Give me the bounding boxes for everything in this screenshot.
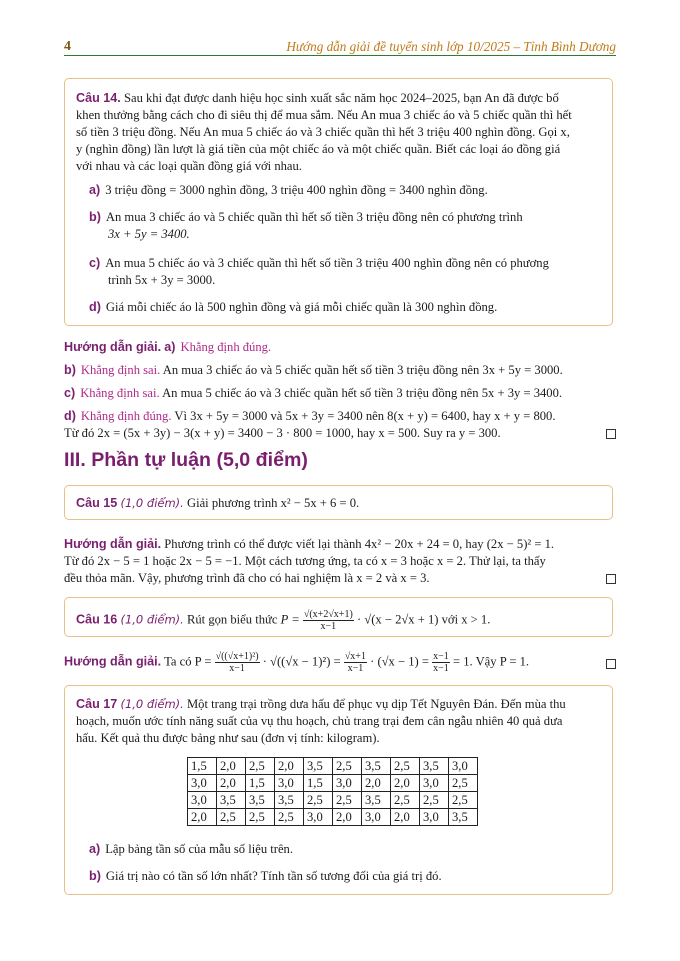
solution-14-heading: Hướng dẫn giải.	[64, 340, 162, 354]
table-cell: 3,5	[304, 758, 333, 775]
table-row	[188, 792, 478, 809]
question-14-line-3: số tiền 3 triệu đồng. Nếu An mua 5 chiếc áo và 3 chiếc quần thì hết 3 triệu 400 nghìn đồng. Gọi x,	[76, 125, 570, 139]
table-cell: 3,0	[188, 775, 217, 792]
solution-14-d-text: Vì 3x + 5y = 3000 và 5x + 3y = 3400 nên 8(x + y) = 6400, hay x + y = 800.	[174, 409, 556, 423]
solution-14-c-answer: Khẳng định sai.	[80, 386, 160, 400]
table-cell: 2,0	[362, 775, 391, 792]
solution-14-b-answer: Khẳng định sai.	[80, 363, 161, 377]
fraction-denominator: x−1	[320, 621, 337, 632]
question-17-a-label: a)	[89, 842, 101, 856]
question-16-intro: Rút gọn biểu thức	[186, 612, 278, 627]
question-15-label: Câu 15	[76, 496, 118, 510]
page-number: 4	[64, 39, 71, 54]
table-cell: 2,5	[391, 758, 420, 775]
solution-16-fraction-3	[432, 651, 450, 674]
table-cell: 2,5	[333, 758, 362, 775]
solution-15-line-3: đều thỏa mãn. Vậy, phương trình đã cho có hai nghiệm là x = 2 và x = 3.	[64, 571, 430, 585]
question-17-points: (1,0 điểm).	[120, 697, 184, 711]
qed-square-icon	[606, 659, 616, 669]
option-d-text: Giá mỗi chiếc áo là 500 nghìn đồng và giá mỗi chiếc quần là 300 nghìn đồng.	[105, 300, 498, 314]
table-cell: 2,0	[391, 809, 420, 826]
fraction-numerator: √(x+2√x+1)	[303, 609, 353, 620]
question-16-p: P =	[280, 612, 300, 627]
question-17-b-label: b)	[89, 869, 101, 883]
option-a-label: a)	[89, 183, 101, 197]
question-16-box	[64, 597, 613, 637]
table-cell: 2,5	[275, 809, 304, 826]
question-14-line-2: khen thưởng bằng cách cho đi siêu thị để mua sắm. Nếu An mua 3 chiếc áo và 5 chiếc quần thì hết	[76, 108, 572, 122]
table-cell: 2,0	[333, 809, 362, 826]
solution-14-c-label: c)	[64, 386, 76, 400]
section-heading: III. Phần tự luận (5,0 điểm)	[64, 449, 308, 471]
question-17-line-1: Một trang trại trồng dưa hấu để phục vụ dịp Tết Nguyên Đán. Đến mùa thu	[186, 697, 566, 711]
solution-15-line-2: Từ đó 2x − 5 = 1 hoặc 2x − 5 = −1. Một cách tương ứng, ta có x = 3 hoặc x = 2. Thử lại, ta thấy	[64, 554, 546, 568]
table-row	[188, 758, 478, 775]
table-cell: 2,5	[420, 792, 449, 809]
question-15-box	[64, 485, 613, 520]
table-cell: 3,0	[362, 809, 391, 826]
qed-square-icon	[606, 574, 616, 584]
fraction-denominator: x−1	[347, 663, 364, 674]
page-header	[64, 36, 616, 56]
table-cell: 1,5	[246, 775, 275, 792]
question-17-box	[64, 685, 613, 895]
solution-14-b-label: b)	[64, 363, 76, 377]
table-cell: 1,5	[304, 775, 333, 792]
solution-16-pre: Ta có P =	[164, 654, 212, 669]
table-cell: 3,5	[449, 809, 478, 826]
solution-16-end: = 1. Vậy P = 1.	[452, 654, 530, 669]
solution-15-heading: Hướng dẫn giải.	[64, 537, 162, 551]
table-cell: 2,5	[391, 792, 420, 809]
option-c-label: c)	[89, 256, 101, 270]
question-14-line-4: y (nghìn đồng) lần lượt là giá tiền của một chiếc áo và một chiếc quần. Biết các loại áo đồng giá	[76, 142, 561, 156]
table-cell: 3,0	[275, 775, 304, 792]
table-cell: 3,5	[217, 792, 246, 809]
option-d-label: d)	[89, 300, 101, 314]
header-title: Hướng dẫn giải đề tuyển sinh lớp 10/2025 – Tỉnh Bình Dương	[286, 39, 616, 54]
table-cell: 3,0	[188, 792, 217, 809]
fraction-numerator: √((√x+1)²)	[215, 651, 259, 662]
solution-14-c-text: An mua 5 chiếc áo và 3 chiếc quần hết số tiền 3 triệu đồng nên 5x + 3y = 3400.	[162, 386, 563, 400]
solution-14-a-label: a)	[164, 340, 176, 354]
question-16-fraction	[303, 609, 354, 632]
fraction-denominator: x−1	[229, 663, 245, 674]
table-cell: 2,5	[449, 792, 478, 809]
fraction-denominator: x−1	[433, 663, 449, 674]
question-15-text: Giải phương trình x² − 5x + 6 = 0.	[186, 496, 360, 510]
question-17-a-text: Lập bảng tần số của mẫu số liệu trên.	[105, 842, 294, 856]
table-cell: 3,0	[420, 775, 449, 792]
solution-16-heading: Hướng dẫn giải.	[64, 654, 162, 669]
table-cell: 3,0	[333, 775, 362, 792]
question-16-points: (1,0 điểm).	[120, 612, 184, 627]
solution-16-mid-1: · √((√x − 1)²) =	[262, 654, 341, 669]
question-17-b-text: Giá trị nào có tần số lớn nhất? Tính tần số tương đối của giá trị đó.	[105, 869, 442, 883]
question-14-line-5: với nhau và các loại quần đồng giá với nhau.	[76, 159, 302, 173]
solution-15-line-1: Phương trình có thể được viết lại thành 4x² − 20x + 24 = 0, hay (2x − 5)² = 1.	[164, 537, 555, 551]
table-row	[188, 775, 478, 792]
table-cell: 3,5	[420, 758, 449, 775]
table-cell: 2,5	[333, 792, 362, 809]
option-c-text-1: An mua 5 chiếc áo và 3 chiếc quần thì hết số tiền 3 triệu 400 nghìn đồng nên có phương	[105, 256, 549, 270]
table-cell: 2,5	[246, 809, 275, 826]
table-cell: 2,0	[217, 775, 246, 792]
question-17-line-2: hoạch, muốn ước tính năng suất của vụ thu hoạch, chủ trang trại đem cân ngẫu nhiên 40 quả dưa	[76, 714, 563, 728]
table-cell: 2,0	[275, 758, 304, 775]
table-cell: 2,0	[188, 809, 217, 826]
option-b-text-1: An mua 3 chiếc áo và 5 chiếc quần thì hết số tiền 3 triệu đồng nên có phương trình	[105, 210, 523, 224]
option-c-text-2: trình 5x + 3y = 3000.	[108, 273, 216, 287]
table-cell: 2,5	[449, 775, 478, 792]
table-row	[188, 809, 478, 826]
table-cell: 3,5	[246, 792, 275, 809]
table-cell: 2,0	[217, 758, 246, 775]
table-cell: 3,5	[362, 792, 391, 809]
table-cell: 2,5	[217, 809, 246, 826]
qed-square-icon	[606, 429, 616, 439]
option-b-label: b)	[89, 210, 101, 224]
question-14-label: Câu 14.	[76, 91, 121, 105]
table-cell: 1,5	[188, 758, 217, 775]
solution-14-d-label: d)	[64, 409, 76, 423]
table-cell: 3,5	[362, 758, 391, 775]
question-17-label: Câu 17	[76, 697, 118, 711]
fraction-numerator: x−1	[433, 651, 449, 662]
solution-14-b-text: An mua 3 chiếc áo và 5 chiếc quần hết số tiền 3 triệu đồng nên 3x + 5y = 3000.	[162, 363, 563, 377]
question-16-label: Câu 16	[76, 612, 118, 627]
data-table	[187, 757, 478, 826]
solution-16-fraction-2	[344, 651, 367, 674]
table-cell: 2,5	[304, 792, 333, 809]
table-cell: 3,0	[449, 758, 478, 775]
option-a-text: 3 triệu đồng = 3000 nghìn đồng, 3 triệu 400 nghìn đồng = 3400 nghìn đồng.	[105, 183, 488, 197]
question-14-box	[64, 78, 613, 326]
question-16-tail: · √(x − 2√x + 1) với x > 1.	[356, 612, 491, 627]
table-cell: 3,0	[420, 809, 449, 826]
fraction-numerator: √x+1	[344, 651, 366, 662]
solution-14-a-answer: Khẳng định đúng.	[180, 340, 272, 354]
solution-14-d-answer: Khẳng định đúng.	[80, 409, 172, 423]
question-17-line-3: hấu. Kết quả thu được bảng như sau (đơn vị tính: kilogram).	[76, 731, 380, 745]
solution-16-fraction-1	[215, 651, 260, 674]
table-cell: 3,5	[275, 792, 304, 809]
table-cell: 2,0	[391, 775, 420, 792]
solution-16-mid-2: · (√x − 1) =	[370, 654, 429, 669]
option-b-text-2: 3x + 5y = 3400.	[108, 227, 190, 241]
question-14-line-1: Sau khi đạt được danh hiệu học sinh xuất sắc năm học 2024–2025, bạn An đã được bố	[123, 91, 559, 105]
table-cell: 3,0	[304, 809, 333, 826]
solution-14-head-line	[64, 339, 271, 356]
question-15-points: (1,0 điểm).	[120, 496, 184, 510]
table-cell: 2,5	[246, 758, 275, 775]
solution-14-d-text-2: Từ đó 2x = (5x + 3y) − 3(x + y) = 3400 − 3 · 800 = 1000, hay x = 500. Suy ra y = 300.	[64, 426, 501, 440]
